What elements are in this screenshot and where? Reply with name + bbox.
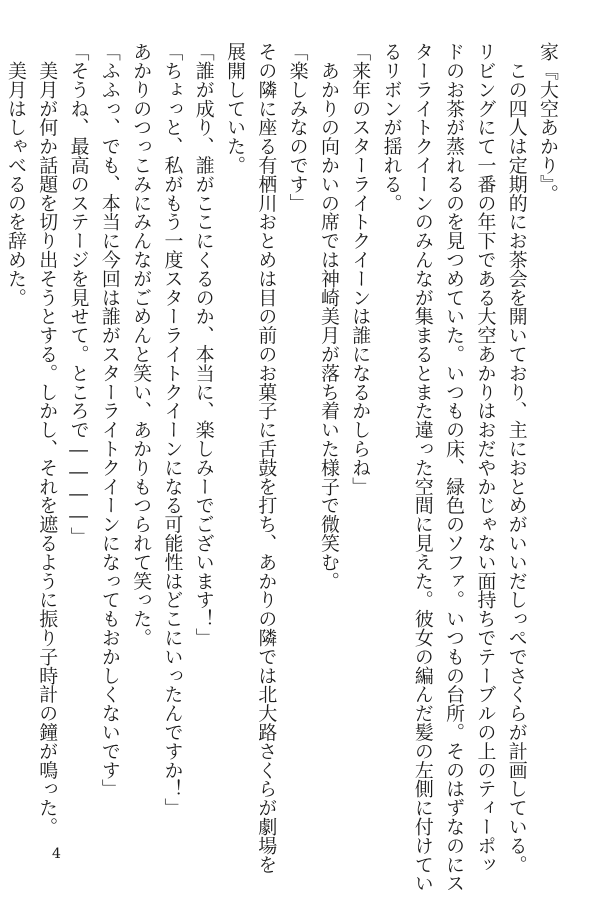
text-line: 「誰が成り、誰がここにくるのか、本当に、楽しみーでございます！」 — [192, 42, 215, 647]
page-number: 4 — [52, 846, 61, 862]
text-line: 美月が何か話題を切り出そうとする。しかし、それを遮るように振り子時計の鐘が鳴った。 — [36, 42, 59, 836]
text-line: 「楽しみなのです」 — [286, 42, 309, 213]
text-line: 「ちょっと、私がもう一度スターライトクイーンになる可能性はどこにいったんですか！」 — [161, 42, 184, 817]
text-line: ドのお茶が蒸れるのを見つめていた。いつもの床、緑色のソファ。いつもの台所。そのはずなのにス — [443, 42, 466, 893]
text-line: るリボンが揺れる。 — [380, 42, 403, 213]
text-line: 「来年のスターライトクイーンは誰になるかしらね」 — [349, 42, 372, 496]
text-line: 家『大空あかり』。 — [537, 42, 559, 203]
text-line: あかりのつっこみにみんながごめんと笑い、あかりもつられて笑った。 — [130, 42, 153, 647]
text-line: 展開していた。 — [224, 42, 247, 175]
text-line: リビングにて一番の年下である大空あかりはおだやかじゃない面持ちでテーブルの上のティーポッ — [474, 42, 497, 874]
text-line: ターライトクイーンのみんなが集まるとまた違った空間に見えた。彼女の編んだ髪の左側に付けてい — [411, 42, 434, 893]
text-line: 美月はしゃべるのを辞めた。 — [4, 42, 27, 307]
text-line: その隣に座る有栖川おとめは目の前のお菓子に舌鼓を打ち、あかりの隣では北大路さくらが劇場を — [255, 42, 278, 874]
text-line: この四人は定期的にお茶会を開いており、主におとめがいいだしっぺでさくらが計画している。 — [505, 42, 528, 874]
vertical-text-body — [4, 42, 563, 893]
text-line: あかりの向かいの席では神崎美月が落ち着いた様子で微笑む。 — [317, 42, 340, 591]
text-line: 「ふふっ、でも、本当に今回は誰がスターライトクイーンになってもおかしくないです」 — [98, 42, 121, 798]
text-line: 「そうね、最高のステージを見せて。ところで――――」 — [67, 42, 90, 546]
